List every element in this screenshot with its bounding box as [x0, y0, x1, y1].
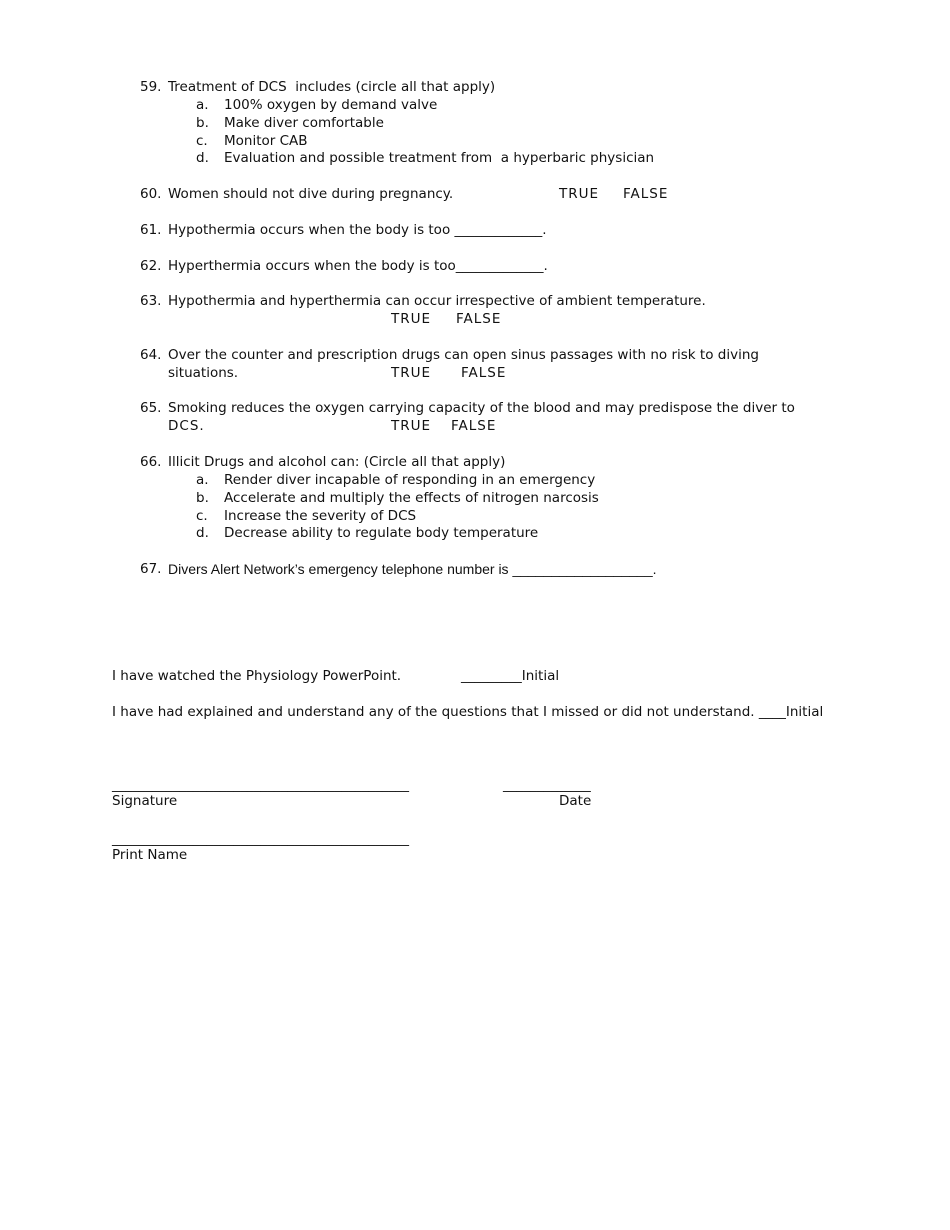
q66-option-d: Decrease ability to regulate body temperature [224, 525, 539, 541]
q60-text: Women should not dive during pregnancy. [168, 186, 454, 202]
ack-watched-initial: _________Initial [461, 668, 560, 684]
q59-option-c-letter: c. [196, 133, 208, 149]
q64-text-line1: Over the counter and prescription drugs can open sinus passages with no risk to diving [168, 347, 759, 363]
q67-text: Divers Alert Network’s emergency telephone number is __________________. [168, 561, 657, 577]
q67-number: 67. [140, 561, 162, 577]
q66-text: Illicit Drugs and alcohol can: (Circle all that apply) [168, 454, 506, 470]
q66-option-a: Render diver incapable of responding in an emergency [224, 472, 596, 488]
q65-text-line1: Smoking reduces the oxygen carrying capacity of the blood and may predispose the diver to [168, 400, 795, 416]
q65-number: 65. [140, 400, 162, 416]
q64-true: TRUE [391, 365, 432, 381]
q65-true: TRUE [391, 418, 432, 434]
q60-number: 60. [140, 186, 162, 202]
q64-text-line2: situations. [168, 365, 239, 381]
q61-text: Hypothermia occurs when the body is too _____________. [168, 222, 547, 238]
q59-option-b-letter: b. [196, 115, 209, 131]
q66-option-a-letter: a. [196, 472, 209, 488]
q59-option-b: Make diver comfortable [224, 115, 384, 131]
q66-option-c-letter: c. [196, 508, 208, 524]
signature-line: ____________________________________________ [112, 777, 409, 793]
q66-option-b: Accelerate and multiply the effects of nitrogen narcosis [224, 490, 599, 506]
date-line: _____________ [503, 777, 591, 793]
q59-option-a-letter: a. [196, 97, 209, 113]
q59-number: 59. [140, 79, 162, 95]
ack-watched-text: I have watched the Physiology PowerPoint. [112, 668, 402, 684]
q66-number: 66. [140, 454, 162, 470]
print-name-line: ____________________________________________ [112, 831, 409, 847]
q64-number: 64. [140, 347, 162, 363]
q66-option-d-letter: d. [196, 525, 209, 541]
q66-option-b-letter: b. [196, 490, 209, 506]
q66-option-c: Increase the severity of DCS [224, 508, 417, 524]
q64-false: FALSE [461, 365, 507, 381]
q60-true: TRUE [559, 186, 600, 202]
q63-true: TRUE [391, 311, 432, 327]
print-name-label: Print Name [112, 847, 188, 863]
q62-text: Hyperthermia occurs when the body is too_____________. [168, 258, 548, 274]
q59-option-d-letter: d. [196, 150, 209, 166]
signature-label: Signature [112, 793, 178, 809]
q59-text: Treatment of DCS includes (circle all that apply) [168, 79, 496, 95]
q59-option-c: Monitor CAB [224, 133, 308, 149]
q63-false: FALSE [456, 311, 502, 327]
q59-option-a: 100% oxygen by demand valve [224, 97, 438, 113]
date-label: Date [559, 793, 592, 809]
q63-number: 63. [140, 293, 162, 309]
q62-number: 62. [140, 258, 162, 274]
q63-text: Hypothermia and hyperthermia can occur irrespective of ambient temperature. [168, 293, 706, 309]
q60-false: FALSE [623, 186, 669, 202]
q59-option-d: Evaluation and possible treatment from a hyperbaric physician [224, 150, 655, 166]
q61-number: 61. [140, 222, 162, 238]
q65-text-line2: DCS. [168, 418, 205, 434]
ack-explained-text: I have had explained and understand any of the questions that I missed or did not understand. ____Initial [112, 704, 824, 720]
q65-false: FALSE [451, 418, 497, 434]
